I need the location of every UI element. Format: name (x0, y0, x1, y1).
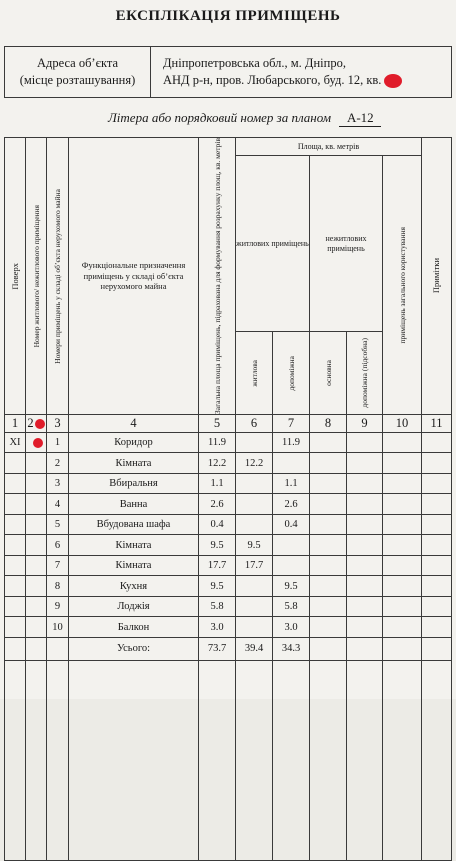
room-number: 9 (47, 596, 69, 617)
room-total-area: 9.5 (199, 535, 236, 556)
nonliving-main-cell (310, 576, 347, 597)
nonliving-aux-cell (347, 473, 383, 494)
floor-cell (5, 473, 26, 494)
notes-cell (422, 617, 452, 638)
header-living-group: житлових приміщень (236, 156, 310, 332)
room-aux-area: 11.9 (273, 432, 310, 453)
col-number: 11 (422, 414, 452, 432)
room-living-area (236, 576, 273, 597)
floor-cell (5, 494, 26, 515)
room-number: 7 (47, 555, 69, 576)
totals-total: 73.7 (199, 637, 236, 660)
room-living-area: 17.7 (236, 555, 273, 576)
notes-cell (422, 576, 452, 597)
column-number-row (5, 414, 452, 432)
common-cell (383, 453, 422, 474)
table-row (5, 535, 452, 556)
room-aux-area (273, 555, 310, 576)
room-name: Кухня (69, 576, 199, 597)
room-living-area: 12.2 (236, 453, 273, 474)
room-name: Вбиральня (69, 473, 199, 494)
header-function: Функціональне призначення приміщень у складі об’єкта нерухомого майна (69, 138, 199, 415)
notes-cell (422, 453, 452, 474)
common-cell (383, 596, 422, 617)
room-living-area (236, 432, 273, 453)
header-nonliving-aux: допоміжна (підсобна) (347, 332, 383, 415)
floor-cell (5, 596, 26, 617)
common-cell (383, 432, 422, 453)
header-nonliving-main: основна (310, 332, 347, 415)
totals-label: Усього: (69, 637, 199, 660)
totals-aux: 34.3 (273, 637, 310, 660)
col-number: 7 (273, 414, 310, 432)
room-aux-area: 5.8 (273, 596, 310, 617)
notes-cell (422, 535, 452, 556)
common-cell (383, 473, 422, 494)
address-line2: АНД р-н, пров. Любарського, буд. 12, кв. (163, 73, 382, 87)
header-nonliving-group: нежитлових приміщень (310, 156, 383, 332)
common-cell (383, 514, 422, 535)
common-cell (383, 555, 422, 576)
room-name: Лоджія (69, 596, 199, 617)
col-number: 1 (5, 414, 26, 432)
floor-cell: XI (5, 432, 26, 453)
table-row (5, 514, 452, 535)
nonliving-aux-cell (347, 555, 383, 576)
apt-cell (26, 473, 47, 494)
address-label-line1: Адреса об’єкта (36, 56, 119, 70)
room-total-area: 9.5 (199, 576, 236, 597)
notes-cell (422, 494, 452, 515)
header-room-num: Номери приміщень у складі об’єкта нерухомого майна (47, 138, 69, 415)
floor-cell (5, 535, 26, 556)
nonliving-main-cell (310, 494, 347, 515)
room-aux-area: 0.4 (273, 514, 310, 535)
floor-cell (5, 617, 26, 638)
table-row (5, 453, 452, 474)
address-box (4, 46, 452, 98)
nonliving-aux-cell (347, 535, 383, 556)
room-name: Балкон (69, 617, 199, 638)
col-number: 6 (236, 414, 273, 432)
floor-cell (5, 576, 26, 597)
room-living-area: 9.5 (236, 535, 273, 556)
apt-cell (26, 514, 47, 535)
nonliving-main-cell (310, 453, 347, 474)
col-number: 5 (199, 414, 236, 432)
header-living-aux: допоміжна (273, 332, 310, 415)
room-living-area (236, 596, 273, 617)
col-number: 2 (26, 414, 47, 432)
notes-cell (422, 432, 452, 453)
redaction-mark (35, 419, 45, 429)
room-number: 6 (47, 535, 69, 556)
nonliving-aux-cell (347, 576, 383, 597)
room-aux-area: 9.5 (273, 576, 310, 597)
room-name: Кімната (69, 453, 199, 474)
nonliving-main-cell (310, 596, 347, 617)
floor-cell (5, 514, 26, 535)
table-row (5, 473, 452, 494)
room-living-area (236, 473, 273, 494)
room-total-area: 2.6 (199, 494, 236, 515)
common-cell (383, 617, 422, 638)
rooms-table (4, 137, 452, 861)
notes-cell (422, 514, 452, 535)
room-number: 5 (47, 514, 69, 535)
nonliving-aux-cell (347, 432, 383, 453)
room-total-area: 12.2 (199, 453, 236, 474)
room-number: 2 (47, 453, 69, 474)
room-living-area (236, 494, 273, 515)
header-living-main: житлова (236, 332, 273, 415)
room-aux-area: 3.0 (273, 617, 310, 638)
table-row (5, 596, 452, 617)
nonliving-aux-cell (347, 514, 383, 535)
notes-cell (422, 473, 452, 494)
header-area-group: Площа, кв. метрів (236, 138, 422, 156)
room-aux-area: 2.6 (273, 494, 310, 515)
apt-cell (26, 596, 47, 617)
redaction-mark (33, 438, 43, 448)
address-value (163, 55, 443, 89)
header-common: приміщень загального користування (383, 156, 422, 415)
room-living-area (236, 514, 273, 535)
room-total-area: 0.4 (199, 514, 236, 535)
header-floor: Поверх (5, 138, 26, 415)
address-line1: Дніпропетровська обл., м. Дніпро, (163, 56, 346, 70)
nonliving-main-cell (310, 473, 347, 494)
plan-number-line (108, 110, 381, 127)
room-aux-area (273, 453, 310, 474)
totals-row (5, 637, 452, 660)
room-number: 10 (47, 617, 69, 638)
col-number: 4 (69, 414, 199, 432)
nonliving-main-cell (310, 617, 347, 638)
room-number: 4 (47, 494, 69, 515)
address-label-line2: (місце розташування) (19, 73, 136, 87)
apt-cell (26, 555, 47, 576)
nonliving-aux-cell (347, 617, 383, 638)
room-name: Ванна (69, 494, 199, 515)
plan-number-value: А-12 (339, 110, 381, 127)
room-number: 8 (47, 576, 69, 597)
nonliving-main-cell (310, 555, 347, 576)
apt-cell (26, 535, 47, 556)
room-total-area: 17.7 (199, 555, 236, 576)
room-total-area: 3.0 (199, 617, 236, 638)
room-number: 1 (47, 432, 69, 453)
table-row (5, 432, 452, 453)
floor-cell (5, 453, 26, 474)
nonliving-aux-cell (347, 453, 383, 474)
col-number: 10 (383, 414, 422, 432)
header-apt-num: Номер житлового/ нежитлового приміщення (26, 138, 47, 415)
table-row (5, 555, 452, 576)
room-living-area (236, 617, 273, 638)
empty-area (5, 660, 452, 860)
col-number: 8 (310, 414, 347, 432)
common-cell (383, 494, 422, 515)
notes-cell (422, 596, 452, 617)
nonliving-main-cell (310, 514, 347, 535)
header-total-area: Загальна площа приміщень, підрахована для формування розрахунку площ, кв. метрів (199, 138, 236, 415)
table-row (5, 494, 452, 515)
totals-living: 39.4 (236, 637, 273, 660)
room-aux-area: 1.1 (273, 473, 310, 494)
room-name: Кімната (69, 535, 199, 556)
nonliving-aux-cell (347, 596, 383, 617)
common-cell (383, 535, 422, 556)
table-row (5, 576, 452, 597)
col-number: 3 (47, 414, 69, 432)
floor-cell (5, 555, 26, 576)
apt-cell (26, 576, 47, 597)
table-row (5, 617, 452, 638)
room-aux-area (273, 535, 310, 556)
nonliving-main-cell (310, 432, 347, 453)
rooms-body (5, 432, 452, 637)
apt-cell (26, 494, 47, 515)
col-number: 9 (347, 414, 383, 432)
room-name: Вбудована шафа (69, 514, 199, 535)
room-total-area: 5.8 (199, 596, 236, 617)
plan-number-label: Літера або порядковий номер за планом (108, 110, 332, 125)
apt-cell (26, 453, 47, 474)
address-label (5, 47, 151, 97)
header-notes: Примітки (422, 138, 452, 415)
room-name: Кімната (69, 555, 199, 576)
redaction-mark (384, 74, 402, 88)
nonliving-main-cell (310, 535, 347, 556)
common-cell (383, 576, 422, 597)
room-number: 3 (47, 473, 69, 494)
apt-cell (26, 617, 47, 638)
room-total-area: 11.9 (199, 432, 236, 453)
apt-cell (26, 432, 47, 453)
room-name: Коридор (69, 432, 199, 453)
document-title: ЕКСПЛІКАЦІЯ ПРИМІЩЕНЬ (115, 8, 341, 24)
room-total-area: 1.1 (199, 473, 236, 494)
notes-cell (422, 555, 452, 576)
nonliving-aux-cell (347, 494, 383, 515)
